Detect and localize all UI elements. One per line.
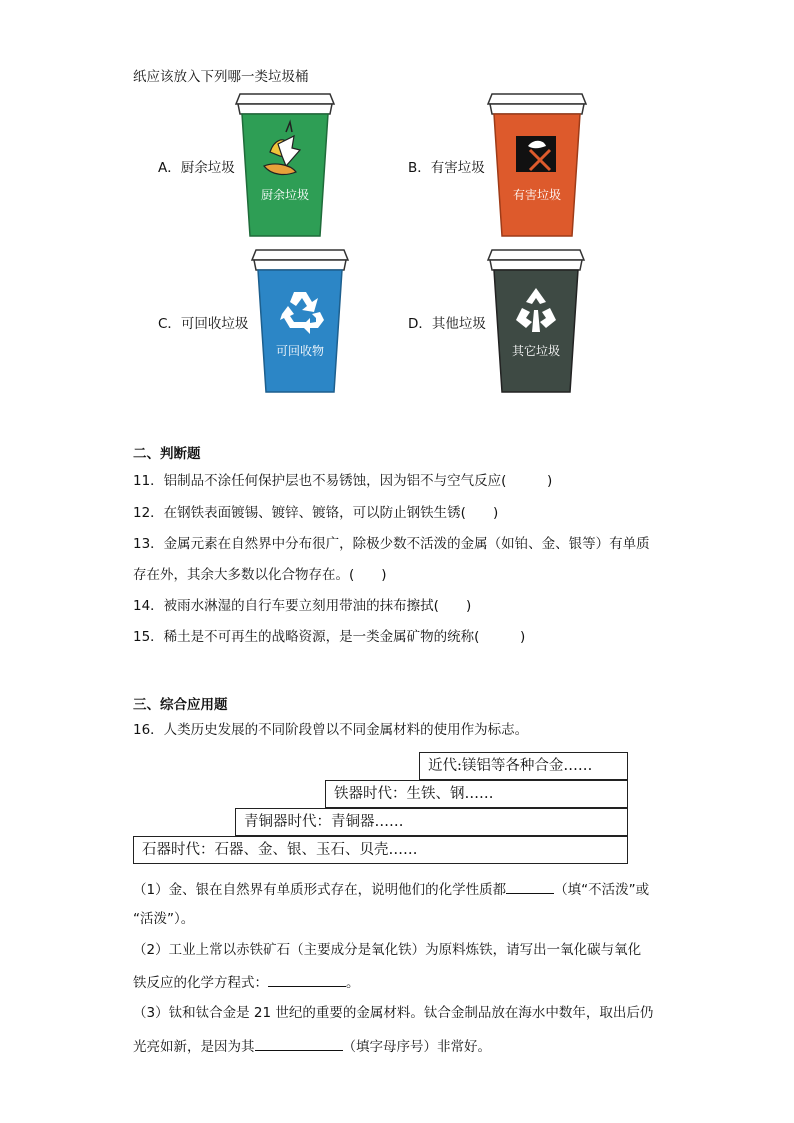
q16-3-line2 [133, 1036, 491, 1056]
timeline-stone-age: 石器时代：石器、金、银、玉石、贝壳…… [133, 836, 628, 864]
timeline-iron-age: 铁器时代：生铁、钢…… [325, 780, 628, 808]
q16-stem: 16．人类历史发展的不同阶段曾以不同金属材料的使用作为标志。 [133, 722, 529, 738]
timeline-modern: 近代:镁铝等各种合金…… [419, 752, 628, 780]
bin-hazardous [486, 92, 588, 238]
q16-1-blank[interactable] [506, 879, 554, 894]
q16-2-text: 铁反应的化学方程式： [133, 975, 268, 991]
bin-c-text: 可回收物 [275, 344, 324, 358]
q13-line2: 存在外，其余大多数以化合物存在。( ) [133, 567, 387, 583]
section-2-title: 二、判断题 [133, 446, 201, 462]
q16-3-line1: （3）钛和钛合金是 21 世纪的重要的金属材料。钛合金制品放在海水中数年，取出后仍 [133, 1005, 654, 1021]
hazard-icon [516, 136, 556, 172]
timeline-bronze-age: 青铜器时代：青铜器…… [235, 808, 628, 836]
bin-a-text: 厨余垃圾 [260, 188, 309, 202]
section-3-title: 三、综合应用题 [133, 697, 228, 713]
q15: 15．稀土是不可再生的战略资源，是一类金属矿物的统称( ) [133, 629, 526, 645]
bin-b-text: 有害垃圾 [512, 188, 561, 202]
q16-2-end: 。 [346, 975, 360, 991]
q12: 12．在钢铁表面镀锡、镀锌、镀铬，可以防止钢铁生锈( ) [133, 505, 499, 521]
q16-1-line1 [133, 879, 649, 899]
bin-other-waste [486, 248, 586, 394]
bin-recyclable [250, 248, 350, 394]
option-d-label[interactable]: D．其他垃圾 [408, 316, 486, 332]
bin-food-waste [234, 92, 336, 238]
bin-b-shape [486, 92, 588, 238]
q16-1-text: （1）金、银在自然界有单质形式存在，说明他们的化学性质都 [133, 882, 507, 898]
option-c-label[interactable]: C．可回收垃圾 [158, 316, 249, 332]
q11: 11．铝制品不涂任何保护层也不易锈蚀，因为铝不与空气反应( ) [133, 473, 553, 489]
q16-3-blank[interactable] [255, 1036, 343, 1051]
q16-1-hint: （填“不活泼”或 [554, 882, 650, 898]
q13-line1: 13．金属元素在自然界中分布很广，除极少数不活泼的金属（如铂、金、银等）有单质 [133, 536, 650, 552]
bin-c-shape [250, 248, 350, 394]
question-stem-tail: 纸应该放入下列哪一类垃圾桶 [133, 69, 309, 85]
q14: 14．被雨水淋湿的自行车要立刻用带油的抹布擦拭( ) [133, 598, 472, 614]
bin-a-shape [234, 92, 336, 238]
q16-1-line2: “活泼”）。 [133, 911, 195, 927]
q16-2-blank[interactable] [268, 972, 346, 987]
q16-3-end: （填字母序号）非常好。 [342, 1039, 491, 1055]
option-a-label[interactable]: A．厨余垃圾 [158, 160, 235, 176]
q16-2-line1: （2）工业上常以赤铁矿石（主要成分是氧化铁）为原料炼铁，请写出一氧化碳与氧化 [133, 942, 642, 958]
bin-d-shape [486, 248, 586, 394]
q16-2-line2 [133, 972, 360, 992]
option-b-label[interactable]: B．有害垃圾 [408, 160, 485, 176]
q16-3-text: 光亮如新，是因为其 [133, 1039, 255, 1055]
bin-d-text: 其它垃圾 [511, 344, 560, 358]
